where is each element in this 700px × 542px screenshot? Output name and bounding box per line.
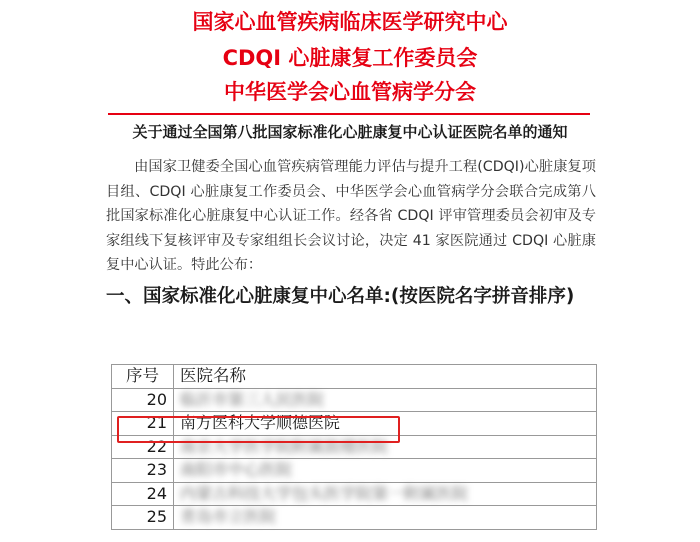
table-row: [112, 459, 597, 483]
row-name: [174, 506, 597, 530]
blurred-hospital-name: 临沂市第三人民医院: [180, 389, 325, 409]
row-name: 南方医科大学顺德医院: [174, 412, 597, 436]
table-row: [112, 388, 597, 412]
row-num: 25: [112, 506, 174, 530]
row-num: 21: [112, 412, 174, 436]
notice-paragraph: 由国家卫健委全国心血管疾病管理能力评估与提升工程(CDQI)心脏康复项目组、CDQI 心脏康复工作委员会、中华医学会心血管病学分会联合完成第八批国家标准化心脏康复中心认证工作。经各省 CDQI 评审管理委员会初审及专家组线下复核评审及专家组组长会议讨论，决定 41 家医院通过 CDQI 心脏康复中心认证。特此公布：: [106, 159, 596, 274]
blurred-hospital-name: 内蒙古科技大学包头医学院第一附属医院: [180, 483, 469, 503]
highlight-box: [117, 416, 400, 443]
row-name: [174, 482, 597, 506]
row-num: 24: [112, 482, 174, 506]
blurred-hospital-name: 青岛市立医院: [180, 507, 277, 527]
row-num: 20: [112, 388, 174, 412]
row-num: 22: [112, 435, 174, 459]
hospital-table: [111, 364, 597, 530]
table-header-row: [112, 365, 597, 389]
red-divider: [108, 113, 590, 115]
header-name: 医院名称: [174, 365, 597, 389]
section-title: 一、国家标准化心脏康复中心名单:(按医院名字拼音排序): [106, 286, 575, 307]
row-num: 23: [112, 459, 174, 483]
header-num: 序号: [112, 365, 174, 389]
blurred-hospital-name: 南阳市中心医院: [180, 460, 293, 480]
org-header-line-3: 中华医学会心血管病学分会: [224, 80, 476, 104]
row-name: [174, 459, 597, 483]
table-row: [112, 506, 597, 530]
org-header-line-2: CDQI 心脏康复工作委员会: [222, 46, 478, 70]
notice-title: 关于通过全国第八批国家标准化心脏康复中心认证医院名单的通知: [132, 123, 568, 141]
row-name: [174, 388, 597, 412]
notice-body: [106, 155, 596, 278]
org-header-line-1: 国家心血管疾病临床医学研究中心: [192, 10, 508, 34]
blurred-hospital-name: 南京大学医学院附属鼓楼医院: [180, 436, 389, 456]
table-row: [112, 482, 597, 506]
